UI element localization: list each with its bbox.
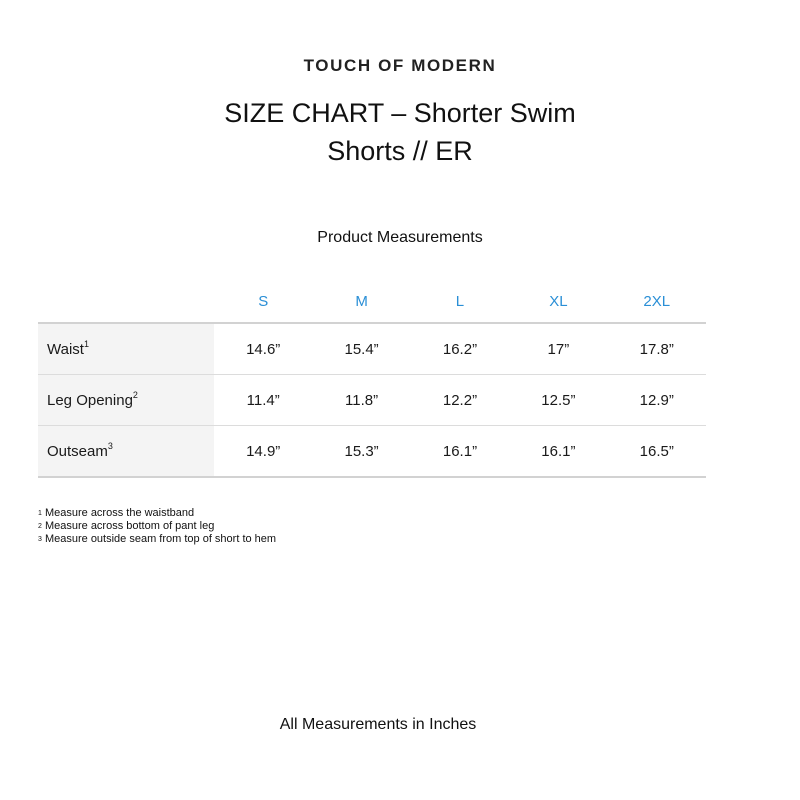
row-label-waist <box>38 323 214 375</box>
column-header-s: S <box>214 280 312 323</box>
column-header-2xl: 2XL <box>608 280 706 323</box>
footnote-number: 2 <box>38 523 42 530</box>
table-cell: 16.2” <box>411 323 509 375</box>
footnote-marker: 1 <box>83 338 89 349</box>
table-cell: 16.5” <box>608 426 706 478</box>
column-header-m: M <box>312 280 410 323</box>
footnote-2 <box>38 520 276 533</box>
footnote-text: Measure across the waistband <box>41 507 195 519</box>
table-cell: 11.4” <box>214 375 312 426</box>
page-title-line-1: SIZE CHART – Shorter Swim <box>224 98 576 128</box>
table-cell: 17.8” <box>608 323 706 375</box>
row-label-text: Waist <box>47 340 84 358</box>
footnote-marker: 2 <box>132 389 138 400</box>
table-cell: 16.1” <box>509 426 607 478</box>
row-label-text: Leg Opening <box>47 391 133 409</box>
table-cell: 17” <box>509 323 607 375</box>
section-title: Product Measurements <box>317 229 483 246</box>
table-cell: 11.8” <box>312 375 410 426</box>
table-cell: 14.6” <box>214 323 312 375</box>
table-row-waist <box>38 323 706 375</box>
footnote-3 <box>38 533 276 546</box>
column-header-l: L <box>411 280 509 323</box>
table-cell: 16.1” <box>411 426 509 478</box>
size-chart-table <box>38 280 706 478</box>
column-header-xl: XL <box>509 280 607 323</box>
units-note: All Measurements in Inches <box>279 716 477 733</box>
row-label-leg-opening <box>38 375 214 426</box>
table-header-row <box>38 280 706 323</box>
table-corner-cell <box>38 280 214 323</box>
table-row-leg-opening <box>38 375 706 426</box>
table-cell: 15.4” <box>312 323 410 375</box>
row-label-outseam <box>38 426 214 478</box>
page-title <box>0 94 800 170</box>
footnotes <box>38 507 276 546</box>
table-cell: 12.5” <box>509 375 607 426</box>
table-cell: 14.9” <box>214 426 312 478</box>
page-title-line-2: Shorts // ER <box>327 136 473 166</box>
footnote-text: Measure across bottom of pant leg <box>41 520 215 532</box>
table-row-outseam <box>38 426 706 478</box>
footnote-number: 3 <box>38 536 42 543</box>
row-label-text: Outseam <box>47 442 108 460</box>
footnote-number: 1 <box>38 510 42 517</box>
brand-logo-text: TOUCH OF MODERN <box>303 56 497 75</box>
footnote-1 <box>38 507 276 520</box>
table-cell: 15.3” <box>312 426 410 478</box>
footnote-text: Measure outside seam from top of short to hem <box>41 533 277 545</box>
table-cell: 12.9” <box>608 375 706 426</box>
table-cell: 12.2” <box>411 375 509 426</box>
footnote-marker: 3 <box>107 440 113 451</box>
